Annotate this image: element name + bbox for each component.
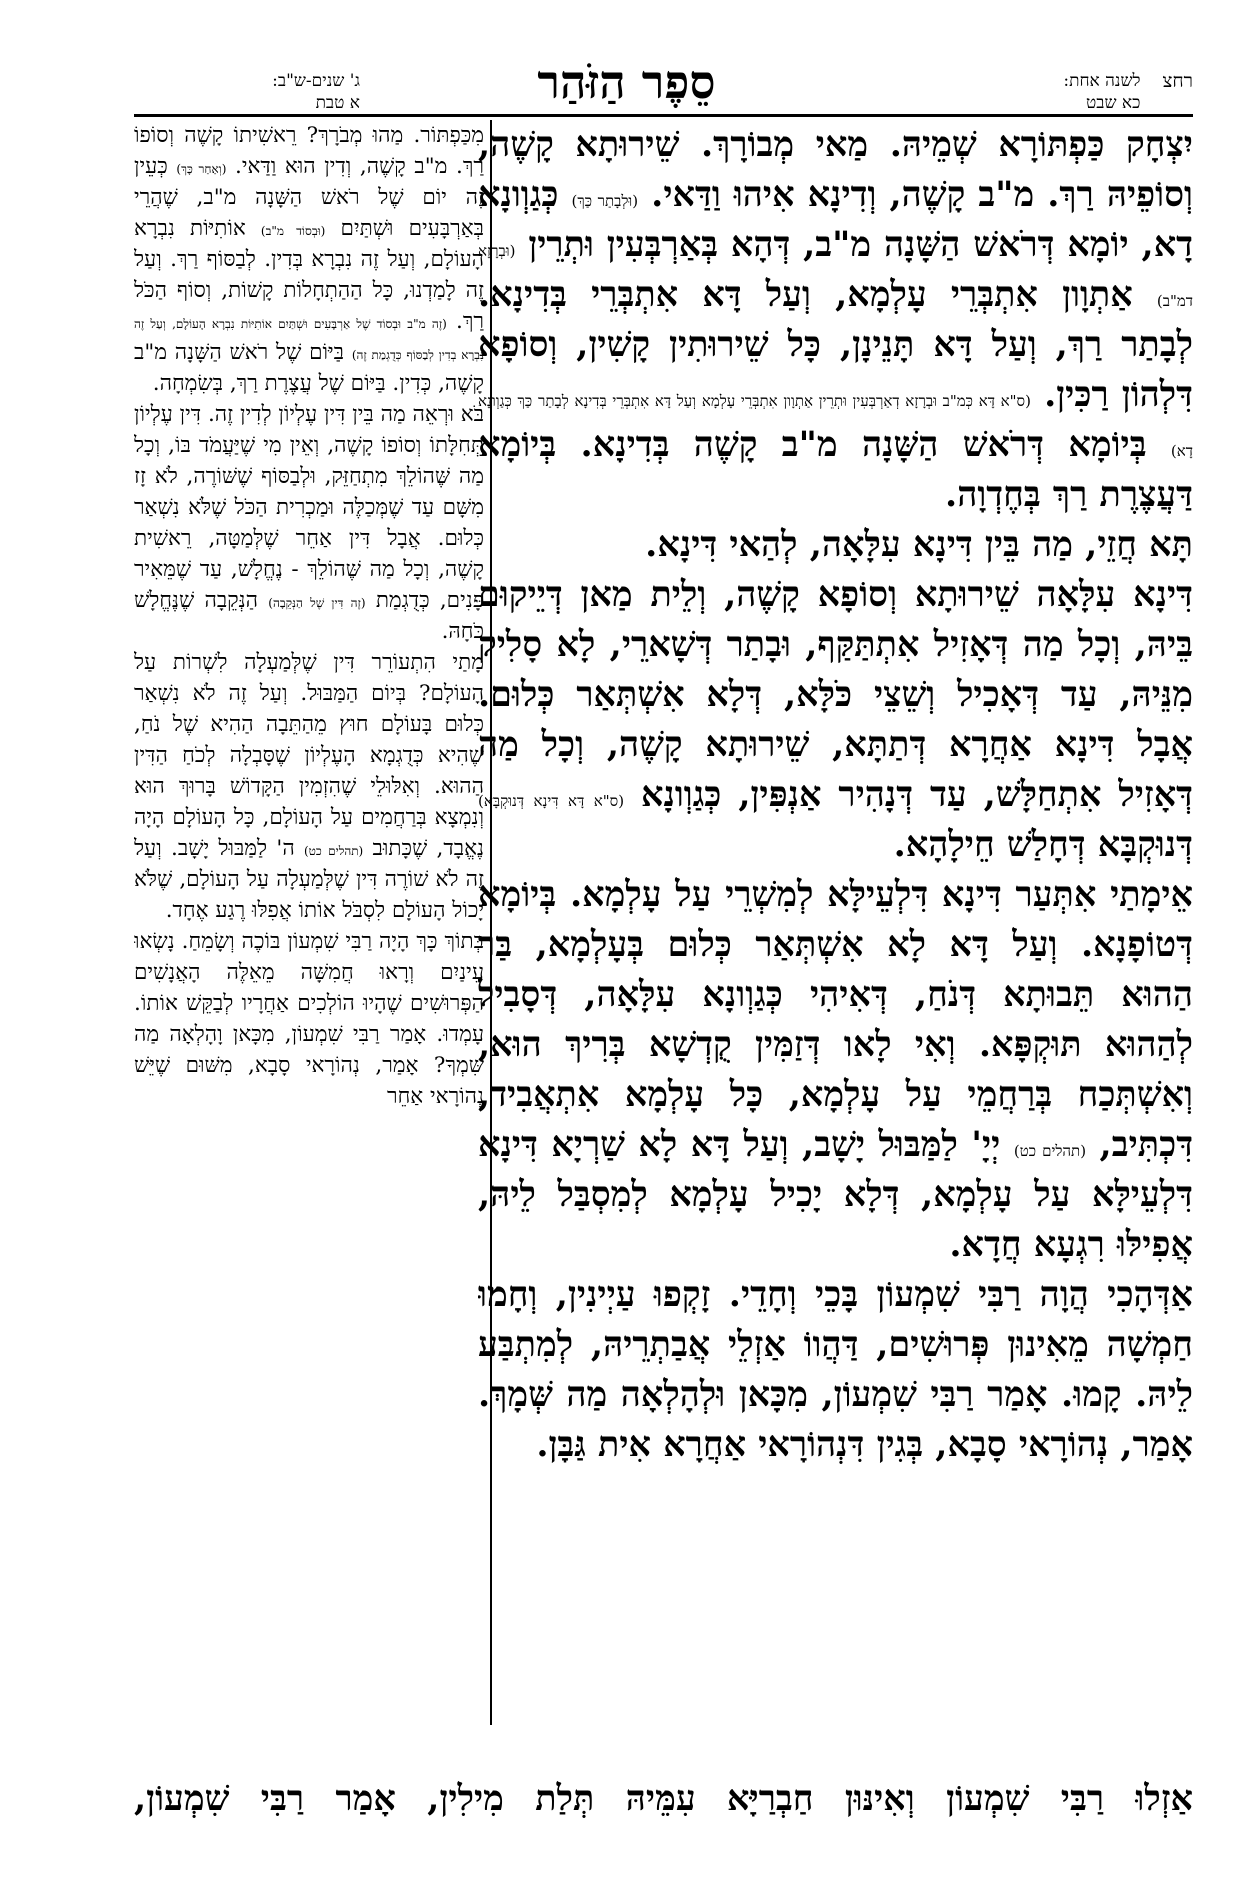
reading-date-left: א טבת xyxy=(315,93,360,113)
main-paragraph xyxy=(478,570,1193,870)
main-text: אַדְּהָכִי הֲוָה רַבִּי שִׁמְעוֹן בָּכֵי וְחָדֵי. זָקְפוּ עַיְינִין, וְחָמוּ חַמְשָׁה מֵאִינוּן פְּרוּשִׁים, דַּהֲווֹ אַזְלֵי אֲבַתְרֵיהּ, לְמִתְבַּע לֵיהּ. קָמוּ. אָמַר רַבִּי שִׁמְעוֹן, מִכָּאן וּלְהָלְאָה מַה שְּׁמָךְ. אָמַר, נְהוֹרָאי סָבָא, בְּגִין דִּנְהוֹרָאי אַחֲרָא אִית גַּבָּן. xyxy=(478,1274,1193,1465)
side-paragraph xyxy=(134,120,484,399)
reading-schedule-one-year: לשנה אחת: xyxy=(1063,71,1141,91)
main-paragraph xyxy=(478,1270,1193,1470)
main-paragraph xyxy=(478,520,1193,570)
side-text: ה' לַמַּבּוּל יָשָׁב. וְעַל זֶה לֹא שׁוֹרֶה דִּין שֶׁלְּמַעְלָה עַל הָעוֹלָם, שֶׁלֹּא יָכוֹל הָעוֹלָם לִסְבֹּל אוֹתוֹ אֲפִלּוּ רֶגַע אֶחָד. xyxy=(134,836,484,923)
main-text: כְּגַוְונָא דָא, יוֹמָא דְּרֹאשׁ הַשָּׁנָה מ"ב, דְּהָא בְּאַרְבְּעִין וּתְרֵין xyxy=(478,174,1193,265)
side-text: בֹּא וּרְאֵה מַה בֵּין דִּין עֶלְיוֹן לְדִין זֶה. דִּין עֶלְיוֹן תְּחִלָּתוֹ וְסוֹפוֹ קָשֶׁה, וְאֵין מִי שֶׁיַּעֲמֹד בּוֹ, וְכָל מַה שֶּׁהוֹלֵךְ מִתְחַזֵּק, וּלְבַסּוֹף שֶׁשּׁוֹרֶה, לֹא זָז מִשָּׁם עַד שֶׁמְּכַלֶּה וּמַכְרִית הַכֹּל שֶׁלֹּא נִשְׁאַר כְּלוּם. אֲבָל דִּין אַחֵר שֶׁלְּמַטָּה, רֵאשִׁית קָשֶׁה, וְכָל מַה שֶּׁהוֹלֵךְ - נֶחֱלָשׁ, עַד שֶׁמֵּאִיר פָּנִים, כְּדֻגְמַת xyxy=(134,402,484,613)
side-text: כְּעֵין זֶה יוֹם שֶׁל רֹאשׁ הַשָּׁנָה מ"ב, שֶׁהֲרֵי בְּאַרְבָּעִים וּשְׁתַּיִם xyxy=(134,154,484,241)
footer-line: אַזְלוּ רַבִּי שִׁמְעוֹן וְאִינּוּן חַבְרַיָּא עִמֵּיהּ תְּלַת מִילִין, אָמַר רַבִּי שִׁמְעוֹן, xyxy=(134,1778,1193,1819)
page-number: רחצ xyxy=(1162,70,1193,92)
main-text: דְּנוּקְבָּא דְּחָלַשׁ חֵילָהָא. xyxy=(893,824,1193,865)
column-divider xyxy=(490,120,492,1725)
book-title: סֵפֶר הַזֹּהַר xyxy=(537,55,716,109)
main-text: דִּינָא עִלָּאָה שֵׁירוּתָא וְסוֹפָא קָשֶׁה, וְלֵית מַאן דְּיֵיקוּם בֵּיהּ, וְכָל מַה דְּאָזִיל אִתְתַּקַּף, וּבָתַר דְּשָׁארֵי, לָא סָלִיק מִנֵּיהּ, עַד דְּאָכִיל וְשֵׁצֵי כֹּלָּא, דְּלָא אִשְׁתְּאַר כְּלוּם. אֲבָל דִּינָא אַחֲרָא דְּתַתָּא, שֵׁירוּתָא קָשֶׁה, וְכָל מַה דְּאָזִיל אִתְחַלָּשׁ, עַד דְּנָהִיר אַנְפִּין, כְּגַוְונָא xyxy=(478,574,1193,815)
main-note: (ס"א דָּא כְּמ"ב וּבְרָזָא דְאַרְבְּעִין וּתְרֵין אַתְוָון אִתְבְּרֵי עָלְמָא וְעַל דָּא אִתְבְּרֵי בְּדִינָא לְבָתַר כַּךְ כְּגַוְונָא דָא) xyxy=(478,392,1193,460)
side-note: (זֶה מ"ב וּבְסוֹד שֶׁל אַרְבָּעִים וּשְׁתַּיִם אוֹתִיּוֹת נִבְרָא הָעוֹלָם, וְעַל זֶה נִבְרָא בְדִין לְבַסּוֹף כְּדֻגְמַת זֶה) xyxy=(134,317,484,362)
main-note: (ס"א דָּא דִּינָא דְּנוּקְבָּא) xyxy=(478,792,625,810)
main-text: תָּא חֲזֵי, מַה בֵּין דִּינָא עִלָּאָה, לְהַאי דִּינָא. xyxy=(645,524,1193,565)
reading-schedule-three-years: ג' שנים-ש"ב: xyxy=(272,71,360,91)
header-divider xyxy=(134,114,1193,117)
side-text: אוֹתִיּוֹת נִבְרָא הָעוֹלָם, וְעַל זֶה נִבְרָא בְּדִין. לְבַסּוֹף רַךְ. וְעַל זֶה לָמַדְנוּ, כָּל הַהַתְחָלוֹת קָשׁוֹת, וְסוֹף הַכֹּל רַךְ. xyxy=(134,216,484,334)
side-paragraph xyxy=(134,399,484,647)
main-note: (וּבְרָזָא דמ"ב) xyxy=(478,242,1193,310)
main-text: יִצְחָק כַּפְתּוֹרָא שְׁמֵיהּ. מַאי מְבוֹרָךְ. שֵׁירוּתָא קָשֶׁה, וְסוֹפֵיהּ רַךְ. מ"ב קָשֶׁה, וְדִינָא אִיהוּ וַדַּאי. xyxy=(478,124,1193,215)
main-paragraph xyxy=(478,870,1193,1270)
aramaic-text-column xyxy=(478,120,1193,1760)
header-left xyxy=(140,70,360,114)
reading-date-right: כא שבט xyxy=(1086,93,1141,113)
side-text: בַּיּוֹם שֶׁל רֹאשׁ הַשָּׁנָה מ"ב קָשֶׁה, כְּדִין. בַּיּוֹם שֶׁל עֲצֶרֶת רַךְ, בְּשִׂמְחָה. xyxy=(134,340,484,396)
side-paragraph xyxy=(134,926,484,1112)
main-paragraph xyxy=(478,120,1193,520)
main-text: בְּיוֹמָא דְּרֹאשׁ הַשָּׁנָה מ"ב קָשֶׁה בְּדִינָא. בְּיוֹמָא דַּעֲצֶרֶת רַךְ בְּחֶדְוָה. xyxy=(478,424,1193,515)
side-text: בְּתוֹךְ כָּךְ הָיָה רַבִּי שִׁמְעוֹן בּוֹכֶה וְשָׂמֵחַ. נָשְׂאוּ עֵינַיִם וְרָאוּ חֲמִשָּׁה מֵאֵלֶּה הָאֲנָשִׁים הַפְּרוּשִׁים שֶׁהָיוּ הוֹלְכִים אַחֲרָיו לְבַקֵּשׁ אוֹתוֹ. עָמְדוּ. אָמַר רַבִּי שִׁמְעוֹן, מִכָּאן וָהָלְאָה מַה שִּׁמְךָ? אָמַר, נְהוֹרָאי סָבָא, מִשּׁוּם שֶׁיֵּשׁ נְהוֹרָאי אַחֵר xyxy=(134,929,484,1109)
side-note: (תהלים כט) xyxy=(304,844,364,858)
main-text: יְיָ' לַמַּבּוּל יָשָׁב, וְעַל דָּא לָא שַׁרְיָא דִּינָא דִּלְעֵילָּא עַל עָלְמָא, דְּלָא יָכִיל עָלְמָא לְמִסְבַּל לֵיהּ, אֲפִילּוּ רִגְעָא חֲדָא. xyxy=(478,1124,1193,1265)
main-text: אֵימָתַי אִתְּעַר דִּינָא דִּלְעֵילָּא לְמִשְׁרֵי עַל עָלְמָא. בְּיוֹמָא דְּטוֹפָנָא. וְעַל דָּא לָא אִשְׁתְּאַר כְּלוּם בְּעָלְמָא, בַּר הַהוּא תֵּבוּתָא דְּנֹחַ, דְּאִיהִי כְּגַוְונָא עִלָּאָה, דְּסָבִיל לְהַהוּא תּוּקְפָּא. וְאִי לָאו דְּזַמִּין קֻדְשָׁא בְּרִיךְ הוּא, וְאִשְׁתְּכַח בְּרַחֲמֵי עַל עָלְמָא, כָּל עָלְמָא אִתְאֲבִיד, דִּכְתִּיב, xyxy=(478,874,1193,1165)
side-text: מָתַי הִתְעוֹרֵר דִּין שֶׁלְּמַעְלָה לִשְׁרוֹת עַל הָעוֹלָם? בְּיוֹם הַמַּבּוּל. וְעַל זֶה לֹא נִשְׁאַר כְּלוּם בָּעוֹלָם חוּץ מֵהַתֵּבָה הַהִיא שֶׁל נֹחַ, שֶׁהִיא כְּדֻגְמָא הָעֶלְיוֹן שֶׁסָּבְלָה לְכֹחַ הַדִּין הַהוּא. וְאִלּוּלֵי שֶׁהִזְמִין הַקָּדוֹשׁ בָּרוּךְ הוּא וְנִמְצָא בְּרַחֲמִים עַל הָעוֹלָם, כָּל הָעוֹלָם הָיָה נֶאֱבָד, שֶׁכָּתוּב xyxy=(134,650,484,861)
side-note: (זֶה דִּין שֶׁל הַנְּקֵבָה) xyxy=(268,596,366,610)
side-text: מִכַּפְתּוֹר. מַהוּ מְבֹרָךְ? רֵאשִׁיתוֹ קָשֶׁה וְסוֹפוֹ רַךְ. מ"ב קָשֶׁה, וְדִין הוּא וַדַּאי. xyxy=(134,123,484,179)
main-note: (וּלְבָתַר כַּךְ) xyxy=(571,192,639,210)
side-note: (וּבְסוֹד מ"ב) xyxy=(260,224,326,238)
main-note: (תהלים כט) xyxy=(1013,1142,1087,1160)
hebrew-translation-column xyxy=(134,120,484,1760)
main-text: אַתְוָון אִתְבְּרֵי עָלְמָא, וְעַל דָּא אִתְבְּרֵי בְּדִינָא. לְבָתַר רַךְ, וְעַל דָּא תָּנֵינָן, כָּל שֵׁירוּתִין קָשִׁין, וְסוֹפָא דִּלְהוֹן רַכִּין. xyxy=(478,274,1193,415)
side-note: (וְאַחַר כָּךְ) xyxy=(176,162,227,176)
side-paragraph xyxy=(134,647,484,926)
side-text: הַנְּקֵבָה שֶׁנֶּחֱלָשׁ כֹּחָהּ. xyxy=(134,588,484,644)
